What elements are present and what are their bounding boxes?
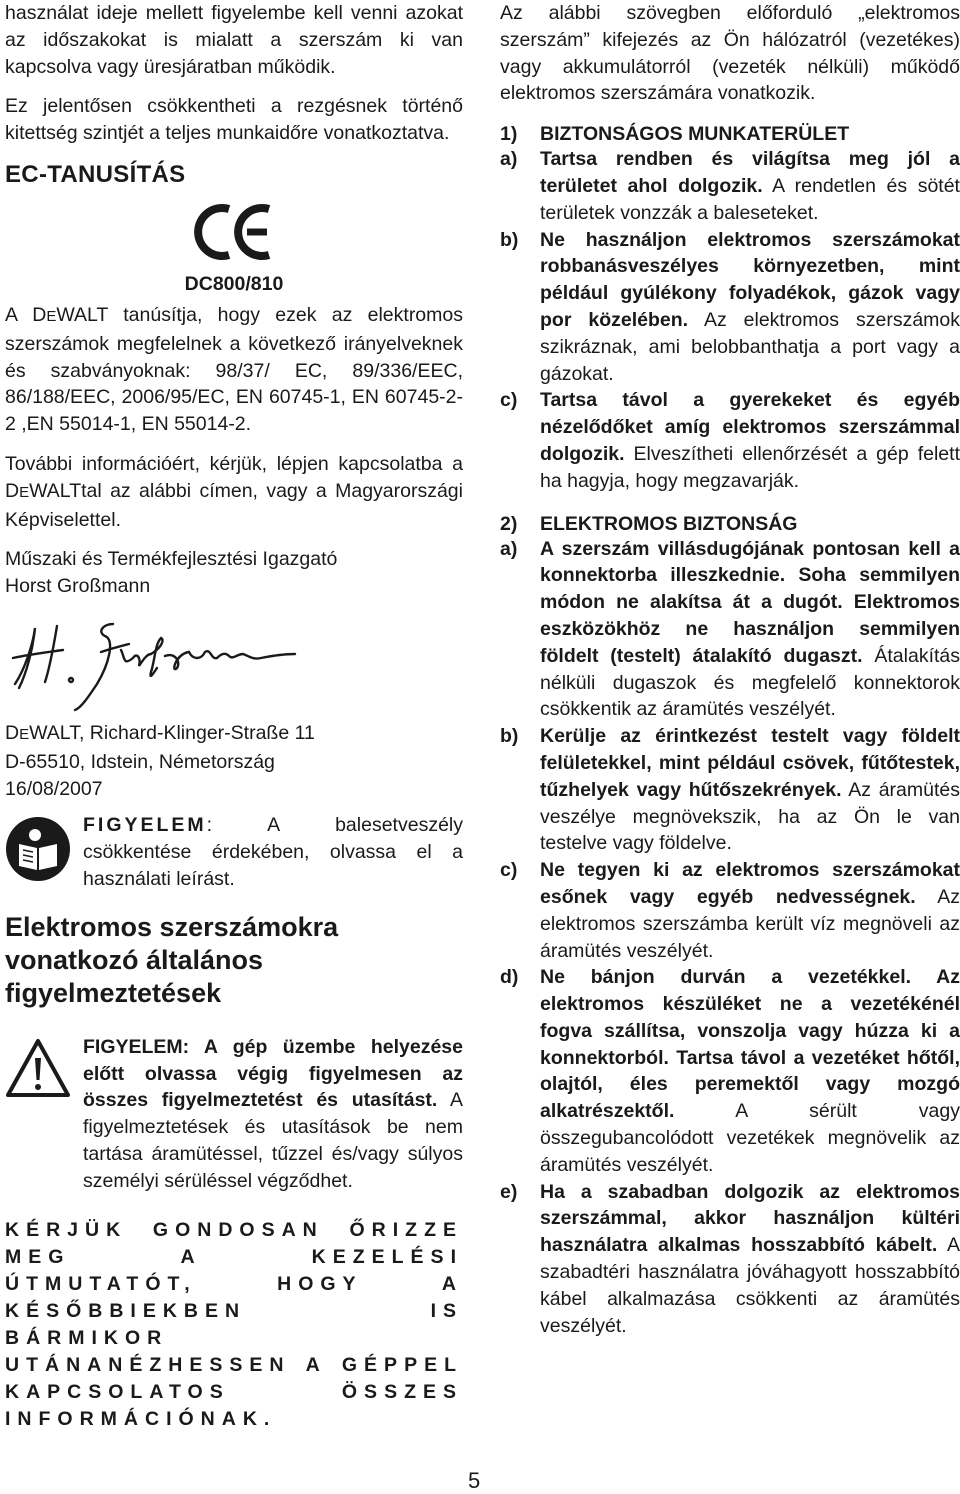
item-label: d) <box>500 966 519 989</box>
section-1-items <box>500 146 960 494</box>
model-number: DC800/810 <box>184 272 284 295</box>
brand-small-letter: E <box>19 483 30 501</box>
manual-warning <box>5 812 463 892</box>
item-plain-text: Az áramütés veszélye megnövekszik, ha az Ön le van testelve vagy földelve. <box>540 778 960 855</box>
list-item <box>500 964 960 1178</box>
list-item <box>500 857 960 964</box>
item-bold-text: Tartsa rendben és világítsa meg jól a területet ahol dolgozik. <box>540 148 960 197</box>
item-label: b) <box>500 228 519 251</box>
general-warning-text <box>83 1034 463 1195</box>
list-item <box>500 536 960 724</box>
section-title: ELEKTROMOS BIZTONSÁG <box>540 512 798 535</box>
general-warning <box>5 1034 463 1195</box>
item-bold-text: Ha a szabadban dolgozik az elektromos szerszámmal, akkor használjon kültéri használatra alkalmas hosszabbító kábelt. <box>540 1180 960 1257</box>
triangle-icon-container <box>5 1034 83 1103</box>
ce-mark-icon <box>193 203 275 261</box>
signature-container <box>5 614 463 714</box>
item-text <box>540 146 960 226</box>
item-plain-text: Elveszítheti ellenőrzését a gép felett ha hagyja, hogy megzavarják. <box>540 442 960 492</box>
list-item <box>500 1179 960 1340</box>
manual-warning-bold: FIGYELEM <box>83 814 207 837</box>
manual-icon-container <box>5 812 83 887</box>
vibration-paragraph-2: Ez jelentősen csökkentheti a rezgésnek történő kitettség szintjét a teljes munkaidőre vonatkoztatva. <box>5 95 463 145</box>
item-text <box>540 857 960 964</box>
keep-manual-notice: KÉRJÜK GONDOSAN ŐRIZZE MEG A KEZELÉSI ÚTMUTATÓT, HOGY A KÉSŐBBIEKBEN IS BÁRMIKOR UTÁNANÉZHESSEN A GÉPPEL KAPCSOLATOS ÖSSZES INFORMÁCIÓNAK. <box>5 1218 463 1430</box>
item-plain-text: Az elektromos szerszámba került víz megnöveli az áramütés veszélyét. <box>540 885 960 962</box>
signature-icon <box>5 614 305 714</box>
item-bold-text: Ne használjon elektromos szerszámokat robbanásveszélyes környezetben, mint például gyúlékony folyadékok, gázok vagy por közelében. <box>540 228 960 331</box>
list-item <box>500 227 960 388</box>
item-bold-text: Kerülje az érintkezést testelt vagy földelt felületekkel, mint például csövek, fűtőtestek, tűzhelyek vagy hűtőszekrények. <box>540 725 960 801</box>
section-1-heading <box>500 123 960 146</box>
item-text <box>540 387 960 494</box>
director-name: Horst Großmann <box>5 575 151 598</box>
item-bold-text: Tartsa távol a gyerekeket és egyéb nézelődőket amíg elektromos szerszámmal dolgozik. <box>540 389 960 465</box>
info-part-a: További információért, kérjük, lépjen kapcsolatba a D <box>5 452 463 502</box>
item-plain-text: A rendetlen és sötét területek vonzzák a baleseteket. <box>540 174 960 224</box>
brand-part: A D <box>5 303 47 326</box>
addr-brand-b: WALT, Richard-Klinger-Straße 11 <box>29 721 315 744</box>
manual-warning-text <box>83 812 463 892</box>
list-item <box>500 723 960 857</box>
item-plain-text: Átalakítás nélküli dugaszok és megfelelő konnektorok csökkentik az áramütés veszélyét. <box>540 644 960 721</box>
brand-small-letter: E <box>19 725 30 743</box>
list-item <box>500 387 960 494</box>
warning-triangle-icon <box>5 1038 71 1098</box>
item-label: b) <box>500 725 519 748</box>
date: 16/08/2007 <box>5 777 103 800</box>
left-column <box>5 0 463 1433</box>
read-manual-icon <box>5 816 71 882</box>
item-label: a) <box>500 148 518 171</box>
section-number: 1) <box>500 123 518 146</box>
page-number: 5 <box>468 1468 481 1493</box>
director-title: Műszaki és Termékfejlesztési Igazgató <box>5 548 338 571</box>
item-text <box>540 536 960 724</box>
general-warnings-heading: Elektromos szerszámokra vonatkozó általános figyelmeztetések <box>5 911 339 1008</box>
ec-declaration-text <box>5 302 463 438</box>
address-line-1 <box>5 720 463 749</box>
item-label: e) <box>500 1180 518 1203</box>
item-text <box>540 723 960 857</box>
vibration-paragraph-1: használat ideje mellett figyelembe kell venni azokat az időszakokat is mialatt a szerszám ki van kapcsolva vagy üresjáratban működik. <box>5 2 463 78</box>
general-warning-bold: FIGYELEM: A gép üzembe helyezése előtt olvassa végig figyelmesen az összes figyelmeztetést és utasítást. <box>83 1035 463 1112</box>
item-label: c) <box>500 859 518 882</box>
ec-heading: EC-TANUSÍTÁS <box>5 160 186 188</box>
list-item <box>500 146 960 226</box>
info-part-b: WALTtal az alábbi címen, vagy a Magyarországi Képviselettel. <box>5 479 463 531</box>
addr-brand-a: D <box>5 721 20 744</box>
manual-warning-rest: : A balesetveszély csökkentése érdekében, olvassa el a használati leírást. <box>83 814 463 890</box>
item-plain-text: A sérült vagy összegubancolódott vezetékek megnövelik az áramütés veszélyét. <box>540 1100 960 1176</box>
section-number: 2) <box>500 512 518 535</box>
right-column <box>500 0 960 1339</box>
general-warning-rest: A figyelmeztetések és utasítások be nem tartása áramütéssel, tűzzel és/vagy súlyos személyi sérüléssel végződhet. <box>83 1089 463 1192</box>
item-plain-text: Az elektromos szerszámok szikráznak, ami belobbanthatja a port vagy a gázokat. <box>540 308 960 385</box>
item-label: c) <box>500 389 518 412</box>
item-plain-text: A szabadtéri használatra jóváhagyott hosszabbító kábel alkalmazása csökkenti az áramütés veszélyét. <box>540 1234 960 1337</box>
definition-paragraph: Az alábbi szövegben előforduló „elektromos szerszám” kifejezés az Ön hálózatról (vezetékes) vagy akkumulátorról (vezeték nélküli) működő elektromos szerszámára vonatkozik. <box>500 2 960 105</box>
brand-small-letter: E <box>46 307 57 325</box>
item-text <box>540 227 960 388</box>
info-paragraph <box>5 451 463 533</box>
item-text <box>540 964 960 1178</box>
item-bold-text: A szerszám villásdugójának pontosan kell a konnektorba illeszkednie. Soha semmilyen módon ne alakítsa át a dugót. Elektromos eszközökhöz ne használjon semmilyen földelt (testelt) átalakító dugaszt. <box>540 537 960 667</box>
ec-declaration-body: WALT tanúsítja, hogy ezek az elektromos szerszámok megfelelnek a következő irányelveknek és szabványoknak: 98/37/ EC, 89/336/EEC, 86/188/EEC, 2006/95/EC, EN 60745-1, EN 60745-2- 2 ,EN 55014-1, EN 55014-2. <box>5 303 463 436</box>
ce-mark-container <box>5 203 463 261</box>
section-title: BIZTONSÁGOS MUNKATERÜLET <box>540 123 850 146</box>
address-line-2: D-65510, Idstein, Németország <box>5 750 275 773</box>
item-text <box>540 1179 960 1340</box>
section-2-heading <box>500 513 960 536</box>
section-2-items <box>500 536 960 1340</box>
item-bold-text: Ne bánjon durván a vezetékkel. Az elektromos készüléket ne a vezetékénél fogva szállítsa, vonszolja vagy húzza ki a konnektorból. Tartsa távol a vezetéket hőtől, olajtól, éles peremektől vagy mozgó alkatrészektől. <box>540 966 960 1123</box>
item-bold-text: Ne tegyen ki az elektromos szerszámokat esőnek vagy egyéb nedvességnek. <box>540 859 960 908</box>
item-label: a) <box>500 537 518 560</box>
